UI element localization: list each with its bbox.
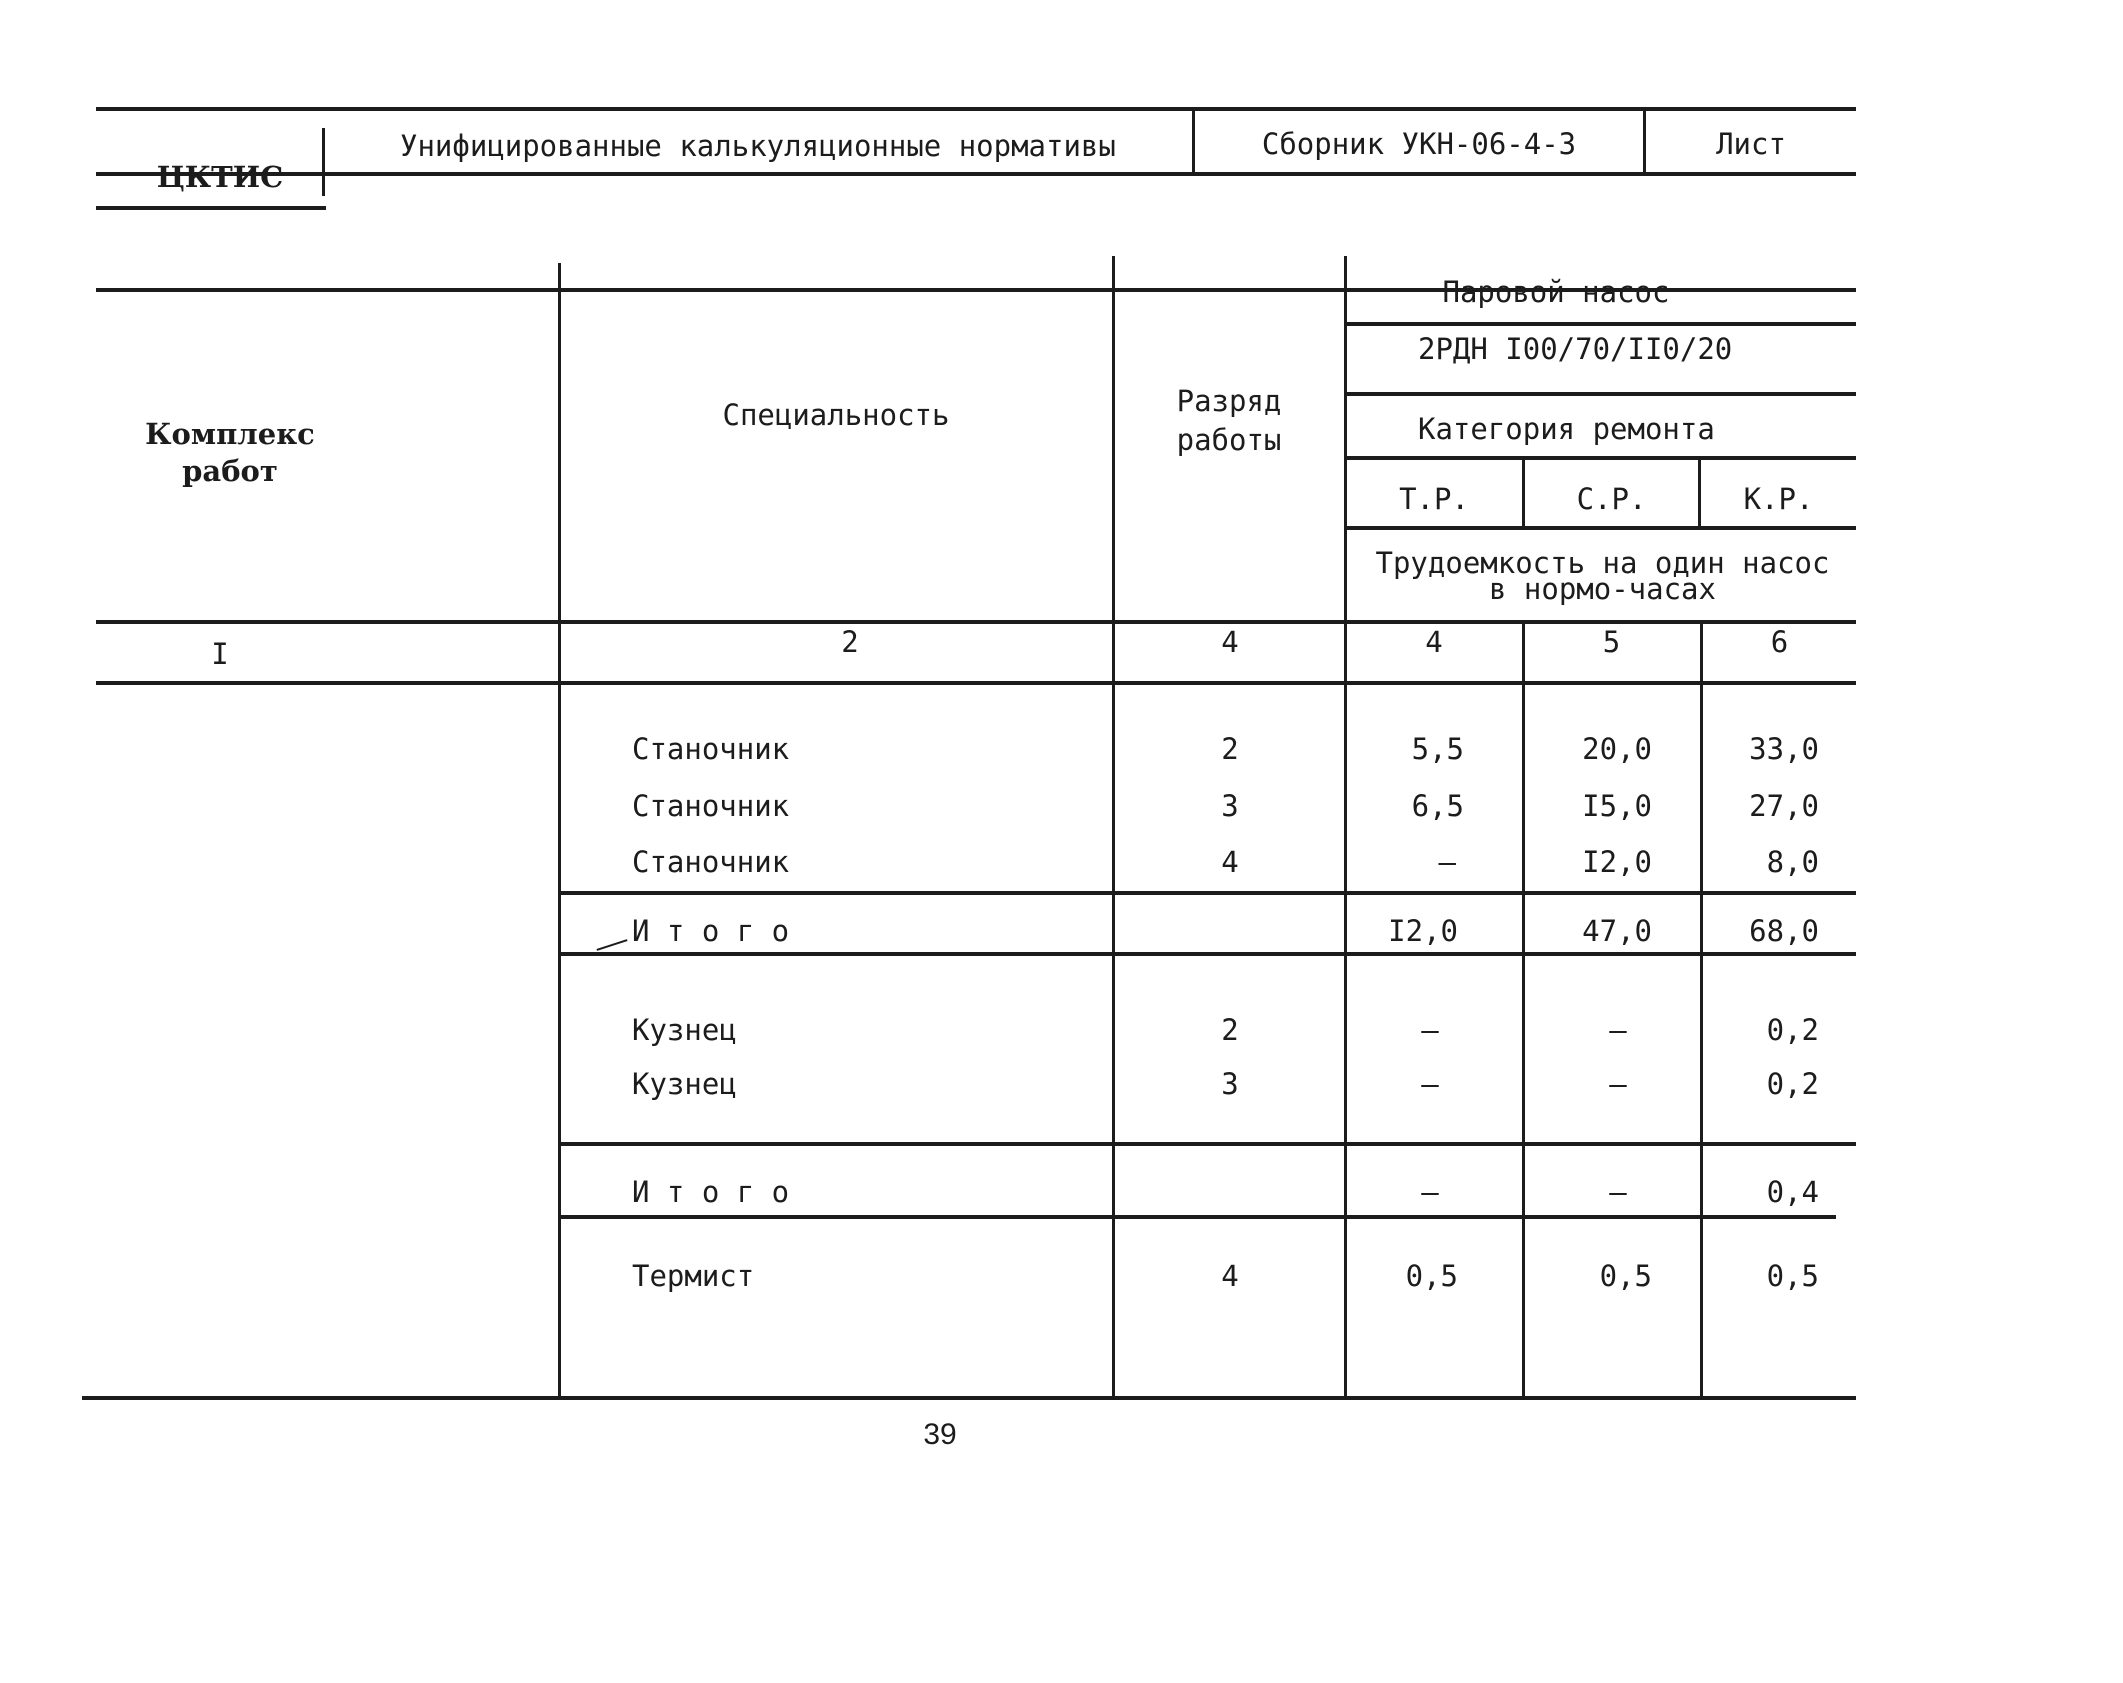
- column-numbers-top-rule: [96, 620, 1856, 624]
- row-tr: –: [1421, 1013, 1439, 1047]
- row-sr: –: [1609, 1175, 1627, 1209]
- table-bottom-rule: [82, 1396, 1856, 1400]
- row-tr: I2,0: [1388, 914, 1458, 948]
- header-collection: Сборник УКН-06-4-3: [1261, 127, 1577, 161]
- row-tr: –: [1421, 1175, 1439, 1209]
- row-specialty: Станочник: [632, 845, 790, 879]
- column-rule: [558, 263, 561, 1398]
- row-kr: 33,0: [1749, 732, 1819, 766]
- category-rule: [1346, 456, 1856, 460]
- header-sheet: Лист: [1716, 127, 1786, 161]
- row-specialty: Станочник: [632, 732, 790, 766]
- row-specialty: И т о г о: [632, 914, 790, 948]
- column-header-complex: Комплекс работ: [145, 417, 315, 488]
- row-specialty: И т о г о: [632, 1175, 790, 1209]
- row-kr: 0,2: [1766, 1013, 1819, 1047]
- column-number: 4: [1425, 625, 1443, 659]
- row-tr: –: [1438, 845, 1456, 879]
- row-kr: 68,0: [1749, 914, 1819, 948]
- header-bottom-rule: [96, 172, 1856, 176]
- row-kr: 0,4: [1766, 1175, 1819, 1209]
- column-header-equipment: Паровой насос: [1442, 275, 1670, 309]
- page-number: 39: [923, 1418, 957, 1451]
- header-org: ЦКТИС: [156, 160, 284, 194]
- row-grade: 4: [1221, 845, 1239, 879]
- column-number: I: [211, 637, 229, 671]
- column-header-grade: Разряд работы: [1176, 384, 1282, 457]
- column-header-model: 2РДН I00/70/II0/20: [1418, 332, 1733, 366]
- row-sr: –: [1609, 1067, 1627, 1101]
- row-grade: 3: [1221, 1067, 1239, 1101]
- column-header-kr: К.Р.: [1743, 482, 1814, 516]
- row-specialty: Станочник: [632, 789, 790, 823]
- equipment-rule: [1346, 322, 1856, 326]
- row-grade: 2: [1221, 1013, 1239, 1047]
- row-specialty: Термист: [632, 1259, 755, 1293]
- row-tr: 0,5: [1405, 1259, 1458, 1293]
- row-kr: 0,2: [1766, 1067, 1819, 1101]
- column-header-tr: Т.Р.: [1399, 482, 1469, 516]
- row-grade: 4: [1221, 1259, 1239, 1293]
- column-number: 4: [1221, 625, 1239, 659]
- column-header-repair-category: Категория ремонта: [1418, 412, 1715, 446]
- row-kr: 8,0: [1766, 845, 1819, 879]
- subtotal-top-rule: [560, 891, 1856, 895]
- column-header-specialty: Специальность: [722, 398, 950, 432]
- row-specialty: Кузнец: [632, 1013, 737, 1047]
- row-grade: 2: [1221, 732, 1239, 766]
- row-sr: –: [1609, 1013, 1627, 1047]
- column-number: 5: [1602, 625, 1621, 659]
- pen-mark: [596, 939, 627, 951]
- subtotal-top-rule: [560, 1142, 1856, 1146]
- subtotal-bottom-rule: [560, 1215, 1836, 1219]
- body-top-rule: [96, 681, 1856, 685]
- column-number: 2: [841, 625, 859, 659]
- header-title: Унифицированные калькуляционные нормативы: [400, 129, 1116, 163]
- header-divider: [322, 128, 325, 196]
- repair-types-rule: [1346, 526, 1856, 530]
- row-sr: 0,5: [1599, 1259, 1652, 1293]
- row-tr: –: [1421, 1067, 1439, 1101]
- column-header-sr: С.Р.: [1576, 482, 1647, 516]
- row-sr: 47,0: [1582, 914, 1652, 948]
- column-rule: [1344, 256, 1347, 1398]
- row-kr: 27,0: [1749, 789, 1819, 823]
- header-top-rule: [96, 107, 1856, 111]
- column-number: 6: [1770, 625, 1789, 659]
- row-sr: I2,0: [1582, 845, 1652, 879]
- row-tr: 6,5: [1411, 789, 1464, 823]
- row-sr: 20,0: [1582, 732, 1652, 766]
- row-tr: 5,5: [1411, 732, 1464, 766]
- subtotal-bottom-rule: [560, 952, 1856, 956]
- model-rule: [1346, 392, 1856, 396]
- row-kr: 0,5: [1766, 1259, 1819, 1293]
- header-underline: [96, 206, 326, 210]
- row-grade: 3: [1221, 789, 1239, 823]
- row-sr: I5,0: [1582, 789, 1652, 823]
- row-specialty: Кузнец: [632, 1067, 737, 1101]
- column-header-labor: Трудоемкость на один насос в нормо-часах: [1375, 546, 1830, 607]
